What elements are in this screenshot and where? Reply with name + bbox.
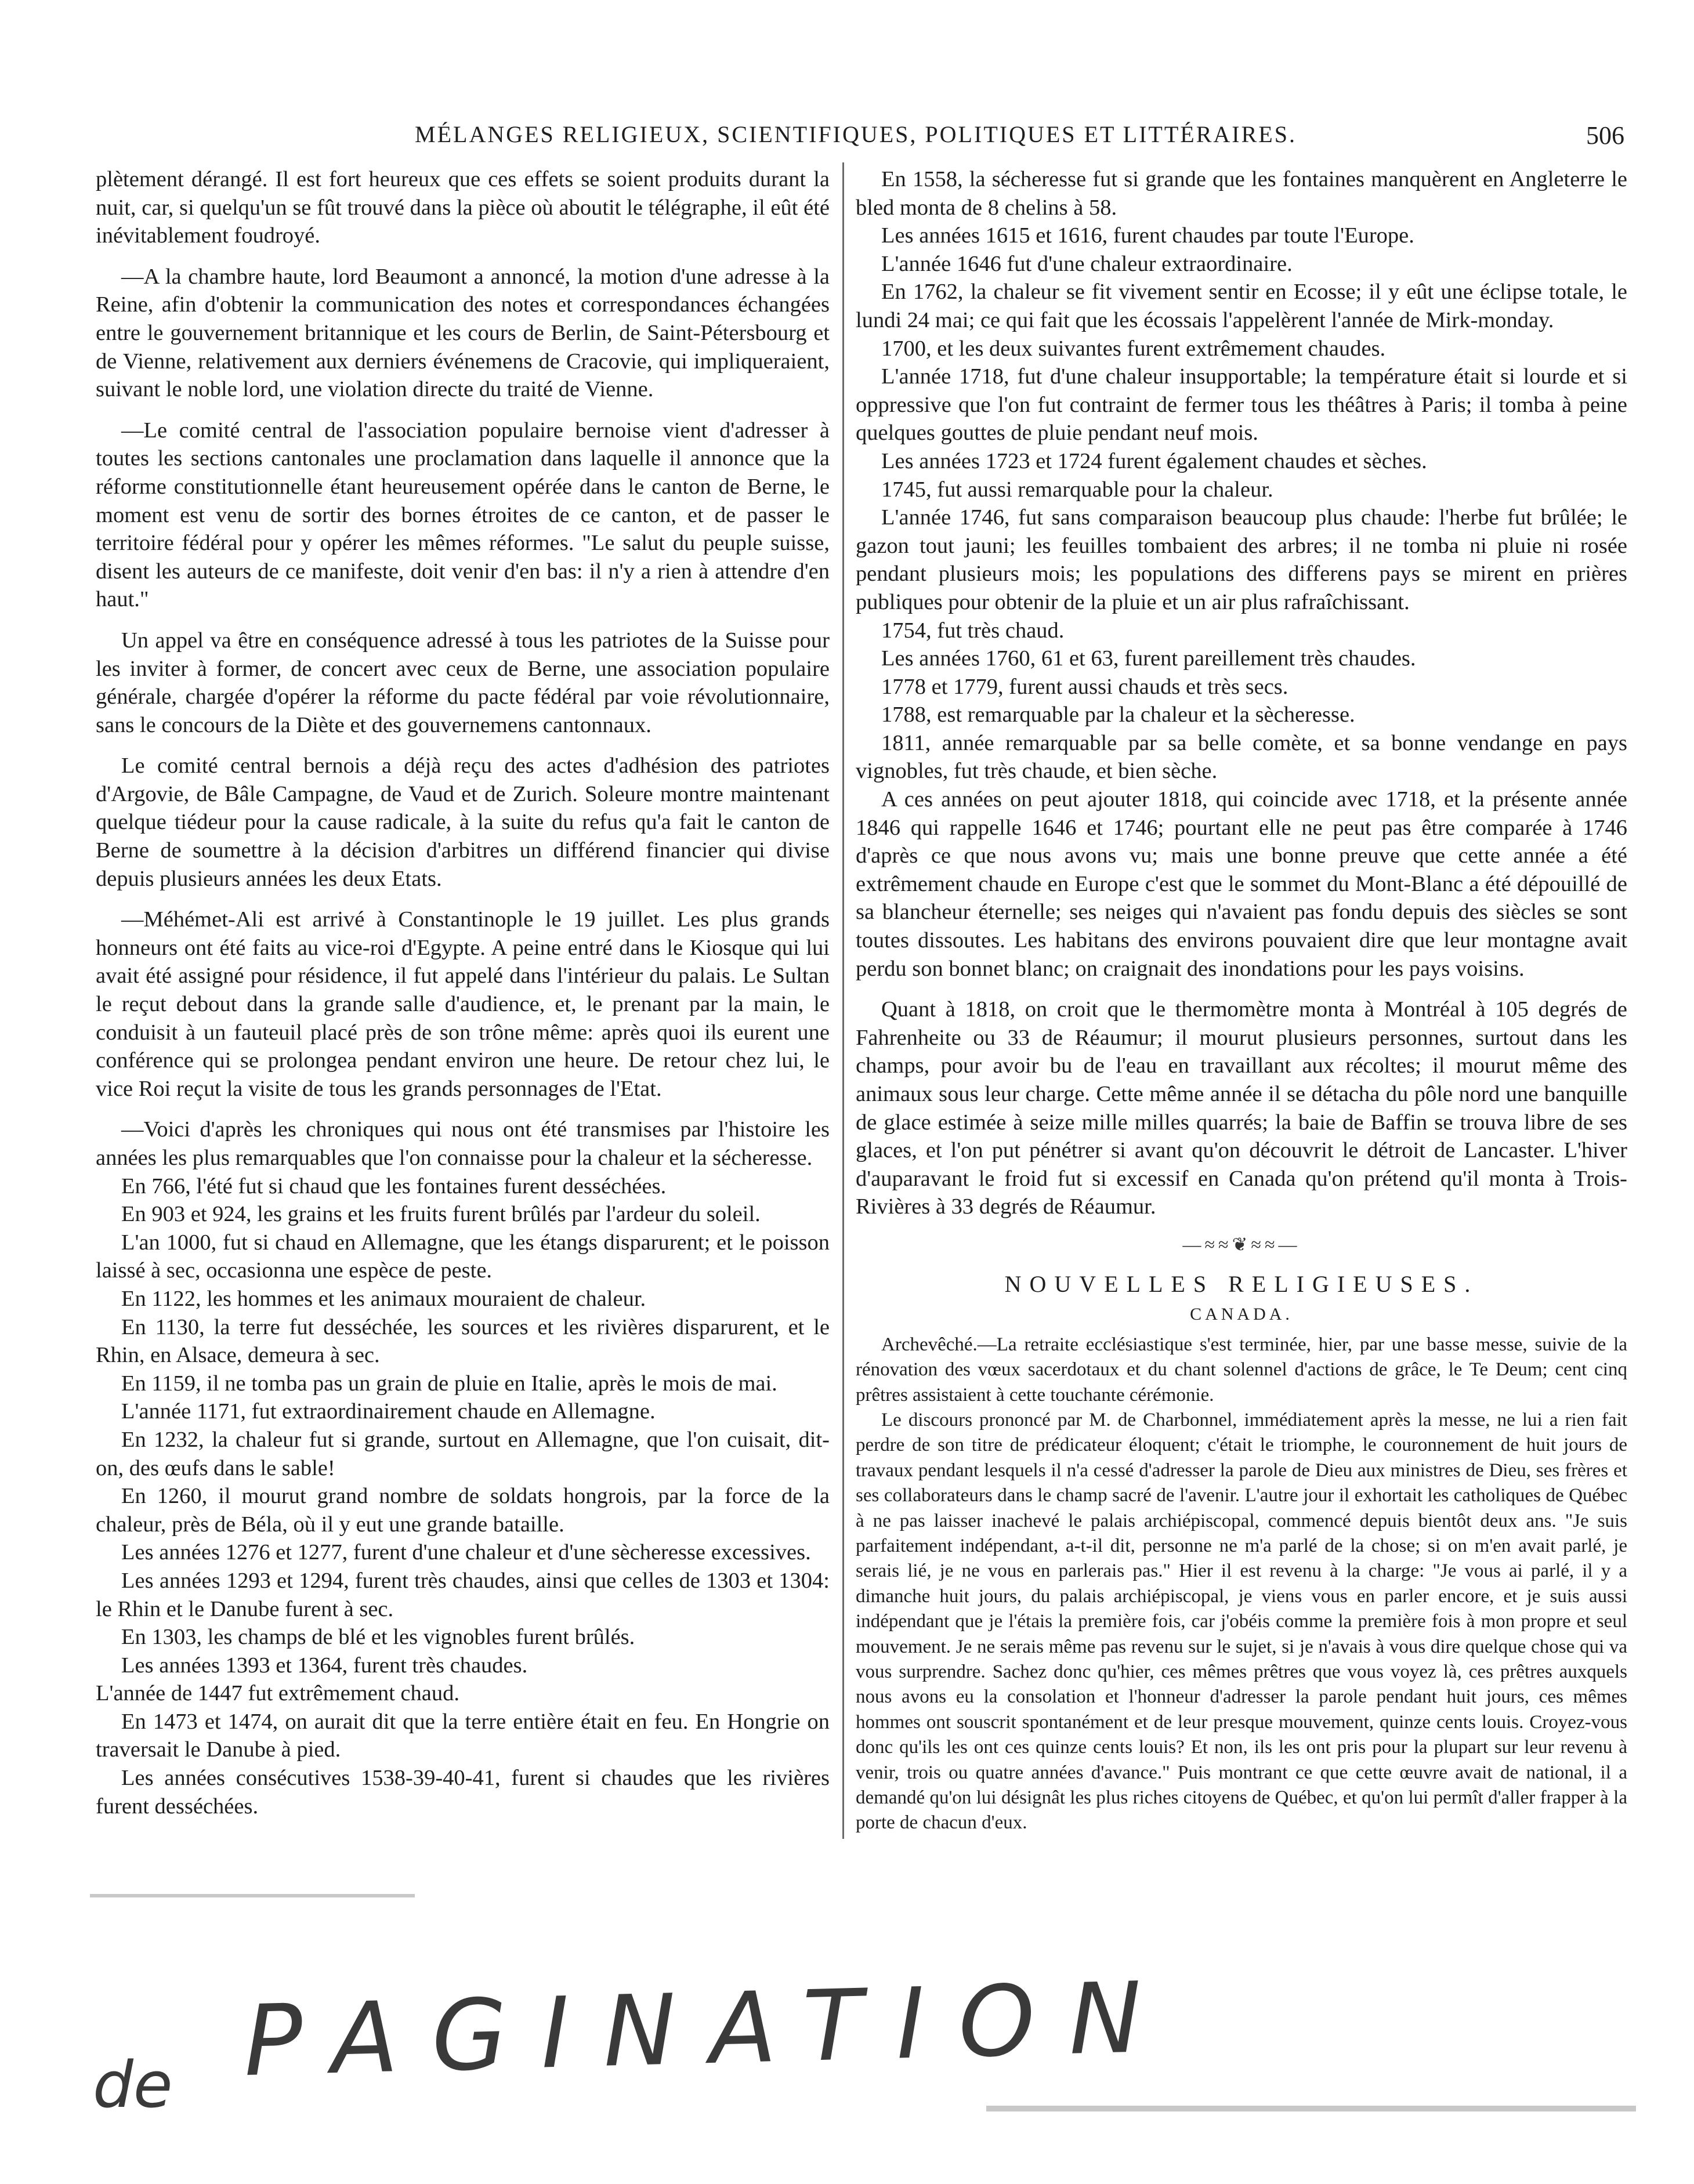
paragraph: En 1232, la chaleur fut si grande, surtout en Allemagne, que l'on cuisait, dit-on, des œufs dans le sable! (96, 1427, 830, 1480)
paragraph: Le discours prononcé par M. de Charbonnel, immédiatement après la messe, ne lui a rien fait perdre de son titre de prédicateur éloquent; c'était le triomphe, le couronnement de huit jours de travaux pendant lesquels il n'a cessé d'adresser la parole de Dieu aux ministres de Dieu, ses frères et ses collaborateurs dans le champ sacré de l'avenir. L'autre jour il exhortait les catholiques de Québec à ne pas laisser inachevé le palais archiépiscopal, commencé depuis bientôt deux ans. "Je suis parfaitement indépendant, a-t-il dit, personne ne m'a parlé de la chose; si on m'en avait parlé, je serais lié, je ne vous en parlerais pas." Hier il est revenu à la charge: "Je vous ai parlé, il y a dimanche huit jours, du palais archiépiscopal, je viens vous en parler encore, et je suis aussi indépendant que je l'étais la première fois, car j'obéis comme la première fois à mon propre et seul mouvement. Je ne serais même pas revenu sur le sujet, si je n'avais à vous dire quelque chose qui va vous surprendre. Sachez donc qu'hier, ces mêmes prêtres que vous voyez là, ces prêtres auxquels nous avons eu la consolation et l'honneur d'adresser la parole pendant huit jours, ces mêmes hommes ont souscrit spontanément et de leur presque mouvement, quinze cents louis. Croyez-vous donc qu'ils les ont ces quinze cents louis? Et non, ils les ont pris pour la plupart sur leur revenu à venir, trois ou quatre années d'avance." Puis montrant ce que cette œuvre avait de national, il a demandé qu'on lui désignât les plus riches citoyens de Québec, et qu'on lui permît d'aller frapper à la porte de chacun d'eux. (856, 1409, 1627, 1834)
paragraph: L'année 1646 fut d'une chaleur extraordinaire. (881, 251, 1293, 276)
paragraph: —A la chambre haute, lord Beaumont a annoncé, la motion d'une adresse à la Reine, afin d'obtenir la communication des notes et correspondances échangées entre le gouvernement britannique et les cours de Berlin, de Saint-Pétersbourg et de Vienne, relativement aux derniers événemens de Cracovie, qui impliqueraient, suivant le noble lord, une violation directe du traité de Vienne. (96, 264, 830, 402)
paragraph: En 1558, la sécheresse fut si grande que les fontaines manquèrent en Angleterre le bled monta de 8 chelins à 58. (856, 167, 1627, 220)
paragraph: En 1260, il mourut grand nombre de soldats hongrois, par la force de la chaleur, près de Béla, où il y eut une grande bataille. (96, 1484, 830, 1537)
paragraph: L'année 1718, fut d'une chaleur insupportable; la température était si lourde et si oppressive que l'on fut contraint de fermer tous les théâtres à Paris; il tomba à peine quelques gouttes de pluie pendant neuf mois. (856, 364, 1627, 446)
handwritten-annotation: PAGINATION (242, 1960, 1177, 2098)
paragraph: Quant à 1818, on croit que le thermomètre monta à Montréal à 105 degrés de Fahrenheite ou 33 de Réaumur; il mourut plusieurs personnes, surtout dans les champs, pour avoir bu de l'eau en travaillant aux récoltes; il mourut même des animaux sous leur charge. Cette même année il se détacha du pôle nord une banquille de glace estimée à seize mille milles quarrés; la baie de Baffin se trouva libre de ses glaces, et l'on put pénétrer si avant qu'on découvrit le détroit de Lancaster. L'hiver d'auparavant le froid fut si excessif en Canada qu'on prétend qu'il monta à Trois-Rivières à 33 degrés de Réaumur. (856, 997, 1627, 1219)
paragraph: En 1303, les champs de blé et les vignobles furent brûlés. (121, 1625, 635, 1650)
paragraph: 1745, fut aussi remarquable pour la chaleur. (881, 477, 1273, 502)
paragraph: L'année de 1447 fut extrêmement chaud. (96, 1681, 459, 1706)
scan-smudge (90, 1894, 415, 1897)
right-column (856, 165, 1627, 1836)
paragraph: En 1473 et 1474, on aurait dit que la terre entière était en feu. En Hongrie on traversait le Danube à pied. (96, 1709, 830, 1762)
paragraph: Un appel va être en conséquence adressé à tous les patriotes de la Suisse pour les inviter à former, de concert avec ceux de Berne, une association populaire générale, chargée d'opérer la réforme du pacte fédéral par voie révolutionnaire, sans le concours de la Diète et des gouvernemens cantonnaux. (96, 628, 830, 737)
handwritten-prefix: de (93, 2048, 173, 2122)
paragraph: Les années 1293 et 1294, furent très chaudes, ainsi que celles de 1303 et 1304: le Rhin et le Danube furent à sec. (96, 1568, 830, 1621)
paragraph: —Voici d'après les chroniques qui nous ont été transmises par l'histoire les années les plus remarquables que l'on connaisse pour la chaleur et la sécheresse. (96, 1117, 830, 1170)
paragraph: L'année 1746, fut sans comparaison beaucoup plus chaude: l'herbe fut brûlée; le gazon tout jauni; les feuilles tombaient des arbres; il ne tomba ni pluie ni rosée pendant plusieurs mois; les populations des differens pays se mirent en prières publiques pour obtenir de la pluie et un air plus rafraîchissant. (856, 505, 1627, 614)
paragraph: En 766, l'été fut si chaud que les fontaines furent desséchées. (121, 1174, 667, 1198)
paragraph: En 1159, il ne tomba pas un grain de pluie en Italie, après le mois de mai. (121, 1371, 777, 1396)
paragraph: En 1762, la chaleur se fit vivement sentir en Ecosse; il y eût une éclipse totale, le lundi 24 mai; ce qui fait que les écossais l'appelèrent l'année de Mirk-monday. (856, 280, 1627, 332)
paragraph: —Méhémet-Ali est arrivé à Constantinople le 19 juillet. Les plus grands honneurs ont été faits au vice-roi d'Egypte. A peine entré dans le Kiosque qui lui avait été assigné pour résidence, il fut appelé dans l'intérieur du palais. Le Sultan le reçut debout dans la grande salle d'audience, et, le prenant par la main, le conduisit à un fauteuil placé près de son trône même: après quoi ils eurent une conférence qui se prolongea pendant environ une heure. De retour chez lui, le vice Roi reçut la visite de tous les grands personnages de l'Etat. (96, 907, 830, 1101)
paragraph: Archevêché.—La retraite ecclésiastique s'est terminée, hier, par une basse messe, suivie de la rénovation des vœux sacerdotaux et du chant solennel d'actions de grâce, le Te Deum; cent cinq prêtres assistaient à cette touchante cérémonie. (856, 1334, 1627, 1406)
paragraph: 1788, est remarquable par la chaleur et la sècheresse. (881, 702, 1355, 727)
paragraph: A ces années on peut ajouter 1818, qui coincide avec 1718, et la présente année 1846 qui rappelle 1646 et 1746; pourtant elle ne peut pas être comparée à 1746 d'après ce que nous avons vu; mais une bonne preuve que cette année a été extrêmement chaude en Europe c'est que le sommet du Mont-Blanc a été dépouillé de sa blancheur éternelle; ses neiges qui n'avaient pas fondu depuis des siècles se sont toutes dissoutes. Les habitans des environs pouvaient dire que leur montagne avait perdu son bonnet blanc; on craignait des inondations pour les pays voisins. (856, 787, 1627, 981)
column-rule (842, 162, 844, 1839)
paragraph: L'année 1171, fut extraordinairement chaude en Allemagne. (121, 1399, 656, 1424)
ornament-divider: —≈≈❦≈≈— (1182, 1233, 1301, 1255)
paragraph: —Le comité central de l'association populaire bernoise vient d'adresser à toutes les sections cantonales une proclamation dans laquelle il annonce que la réforme constitutionnelle étant heureusement opérée dans le canton de Berne, le moment est venu de sortir des bornes étroites de ce canton, et de passer le territoire fédéral pour y opérer les mêmes réformes. "Le salut du peuple suisse, disent les auteurs de ce manifeste, doit venir d'en bas: il n'y a rien à attendre d'en haut." (96, 418, 830, 612)
paragraph: Le comité central bernois a déjà reçu des actes d'adhésion des patriotes d'Argovie, de Bâle Campagne, de Vaud et de Zurich. Soleure montre maintenant quelque tiédeur pour la cause radicale, à la suite du refus qu'a fait le canton de Berne de soumettre à la décision d'arbitres un différend financier qui divise depuis plusieurs années les deux Etats. (96, 754, 830, 891)
paragraph: 1754, fut très chaud. (881, 618, 1065, 643)
paragraph: 1778 et 1779, furent aussi chauds et très secs. (881, 674, 1288, 699)
running-title: MÉLANGES RELIGIEUX, SCIENTIFIQUES, POLITIQUES ET LITTÉRAIRES. (415, 121, 1297, 147)
paragraph: En 903 et 924, les grains et les fruits furent brûlés par l'ardeur du soleil. (121, 1202, 761, 1227)
page-number: 506 (1586, 121, 1624, 150)
scan-smudge (986, 2106, 1636, 2111)
paragraph: Les années 1276 et 1277, furent d'une chaleur et d'une sècheresse excessives. (121, 1540, 811, 1565)
section-title: NOUVELLES RELIGIEUSES. (1004, 1270, 1479, 1297)
paragraph: Les années 1760, 61 et 63, furent pareillement très chaudes. (881, 646, 1416, 671)
paragraph: 1811, année remarquable par sa belle comète, et sa bonne vendange en pays vignobles, fut très chaude, et bien sèche. (856, 730, 1627, 784)
paragraph: L'an 1000, fut si chaud en Allemagne, que les étangs disparurent; et le poisson laissé à sec, occasionna une espèce de peste. (96, 1230, 830, 1283)
paragraph: Les années 1393 et 1364, furent très chaudes. (121, 1653, 528, 1678)
paragraph: 1700, et les deux suivantes furent extrêmement chaudes. (881, 336, 1386, 361)
left-column (96, 165, 830, 1820)
paragraph: En 1122, les hommes et les animaux mouraient de chaleur. (121, 1286, 646, 1311)
paragraph: Les années 1615 et 1616, furent chaudes par toute l'Europe. (881, 223, 1414, 248)
section-subtitle: CANADA. (1190, 1305, 1293, 1324)
paragraph: plètement dérangé. Il est fort heureux que ces effets se soient produits durant la nuit, car, si quelqu'un se fût trouvé dans la pièce où aboutit le télégraphe, il eût été inévitablement foudroyé. (96, 167, 830, 248)
paragraph: Les années 1723 et 1724 furent également chaudes et sèches. (881, 448, 1427, 473)
paragraph: Les années consécutives 1538-39-40-41, furent si chaudes que les rivières furent desséchées. (96, 1766, 830, 1819)
page-header (87, 121, 1624, 155)
paragraph: En 1130, la terre fut desséchée, les sources et les rivières disparurent, et le Rhin, en Alsace, demeura à sec. (96, 1314, 830, 1368)
